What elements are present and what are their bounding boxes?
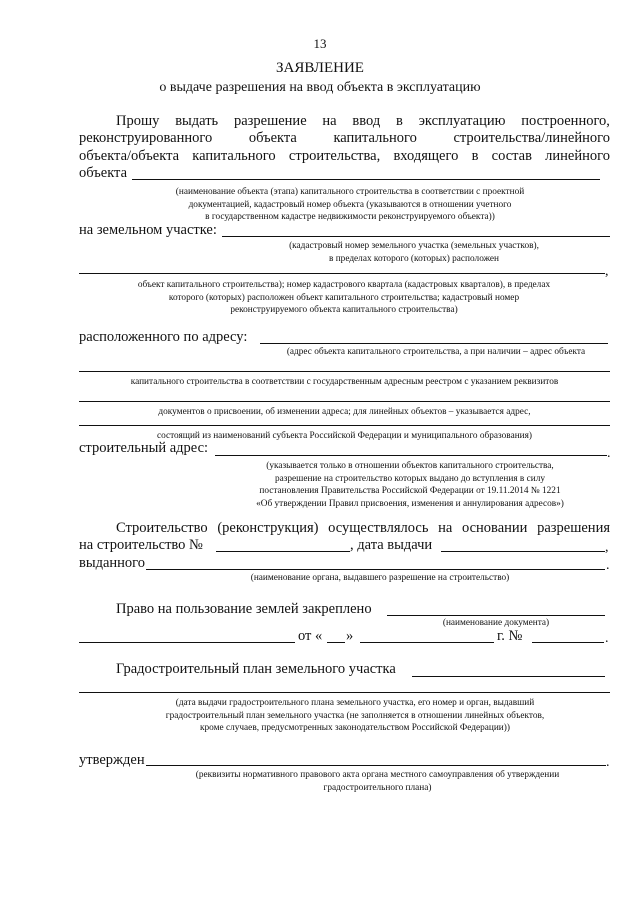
- hint-gpzu: (дата выдачи градостроительного плана земельного участка, его номер и орган, выдавший градостроительный план земельного участка (не заполняется в отношении линейных объектов, кроме случаев, предусмотренных законодательством Российской Федерации)): [165, 698, 545, 733]
- hint-building-address: (указывается только в отношении объектов капитального строительства, разрешение на строительство которых выдано до вступления в силу постановления Правительства Российской Федерации от 19.11.2014 № 1221 «Об утверждении Правил присвоения, изменения и аннулирования адресов»): [256, 461, 564, 509]
- building-address-label: строительный адрес:: [79, 440, 209, 456]
- intro-word: выдать: [175, 113, 219, 129]
- located-at-address-field[interactable]: [260, 343, 608, 344]
- intro-word: эксплуатацию: [418, 113, 506, 129]
- year-number-label: г. №: [497, 628, 523, 644]
- period: .: [606, 558, 610, 573]
- intro-word: разрешение: [233, 113, 307, 129]
- intro-word: построенного,: [521, 113, 610, 129]
- document-number-field[interactable]: [532, 642, 604, 643]
- hint-land-cadastral: (кадастровый номер земельного участка (земельных участков), в пределах которого (которых) расположен: [289, 241, 539, 264]
- intro-word: линейного: [545, 148, 610, 164]
- intro-word: входящего: [393, 148, 459, 164]
- approved-label: утвержден: [79, 752, 145, 768]
- issued-by-label: выданного: [79, 555, 146, 571]
- quote-close: »: [346, 628, 354, 644]
- permit-number-label: на строительство №: [79, 537, 203, 553]
- intro-line-3: [79, 148, 610, 165]
- land-location-field[interactable]: [79, 273, 605, 274]
- intro-word: строительства,: [288, 148, 381, 164]
- intro-word: капитального: [333, 130, 417, 146]
- period: .: [607, 446, 611, 461]
- intro-word: капитального: [192, 148, 276, 164]
- object-label: объекта: [79, 165, 128, 181]
- document-prefix-field[interactable]: [79, 642, 295, 643]
- intro-word: реконструированного: [79, 130, 213, 146]
- from-label: от «: [298, 628, 323, 644]
- basis-word: осуществлялось: [328, 520, 429, 536]
- hint-address-1: (адрес объекта капитального строительства, а при наличии – адрес объекта: [286, 347, 586, 357]
- gpzu-field-2[interactable]: [79, 692, 610, 693]
- address-line-2[interactable]: [79, 371, 610, 372]
- address-line-4[interactable]: [79, 425, 610, 426]
- page-number: 13: [313, 36, 327, 51]
- issue-date-field[interactable]: [441, 551, 605, 552]
- land-right-label: Право на пользование землей закреплено: [116, 601, 372, 617]
- comma: ,: [605, 540, 609, 555]
- hint-address-4: состоящий из наименований субъекта Российской Федерации и муниципального образования): [156, 431, 533, 441]
- period: .: [605, 631, 609, 646]
- intro-word: в: [471, 148, 479, 164]
- land-plot-label: на земельном участке:: [79, 222, 217, 238]
- basis-word: (реконструкция): [217, 520, 319, 536]
- object-name-field[interactable]: [132, 179, 600, 180]
- intro-line-2: [79, 130, 610, 147]
- document-title: ЗАЯВЛЕНИЕ: [276, 60, 364, 76]
- document-month-field[interactable]: [360, 642, 494, 643]
- land-right-document-field[interactable]: [387, 615, 605, 616]
- intro-word: на: [322, 113, 337, 129]
- hint-document-name: (наименование документа): [442, 618, 550, 628]
- document-day-field[interactable]: [327, 642, 345, 643]
- basis-word: на: [438, 520, 453, 536]
- address-line-3[interactable]: [79, 401, 610, 402]
- issued-by-field[interactable]: [146, 569, 605, 570]
- basis-word: основании: [462, 520, 528, 536]
- document-subtitle: о выдаче разрешения на ввод объекта в эксплуатацию: [159, 80, 481, 95]
- gpzu-field-1[interactable]: [412, 676, 605, 677]
- gpzu-label: Градостроительный план земельного участка: [116, 661, 396, 677]
- hint-approval: (реквизиты нормативного правового акта органа местного самоуправления об утверждении градостроительного плана): [195, 770, 560, 793]
- located-at-address-label: расположенного по адресу:: [79, 329, 248, 345]
- construction-basis-line: [116, 520, 610, 537]
- intro-word: Прошу: [116, 113, 160, 129]
- intro-word: объекта/объекта: [79, 148, 180, 164]
- basis-word: Строительство: [116, 520, 208, 536]
- hint-address-3: документов о присвоении, об изменении адреса; для линейных объектов – указывается адрес,: [158, 407, 531, 417]
- intro-word: строительства/линейного: [453, 130, 610, 146]
- hint-object-location: объект капитального строительства); номер кадастрового квартала (кадастровых кварталов), в пределах которого (которых) расположен объект капитального строительства; кадастровый номер реконструируемого объекта капитального строительства): [137, 280, 551, 315]
- intro-word: объекта: [248, 130, 297, 146]
- issue-date-label: , дата выдачи: [350, 537, 433, 553]
- permit-number-field[interactable]: [216, 551, 350, 552]
- hint-address-2: капитального строительства в соответствии с государственным адресным реестром с указанием реквизитов: [130, 377, 559, 387]
- building-address-field[interactable]: [215, 455, 607, 456]
- land-plot-field[interactable]: [222, 236, 610, 237]
- hint-permit-organ: (наименование органа, выдавшего разрешение на строительство): [250, 573, 510, 583]
- basis-word: разрешения: [537, 520, 610, 536]
- hint-object-name: (наименование объекта (этапа) капитального строительства в соответствии с проектной документацией, кадастровый номер объекта (указываются в отношении учетного в государственном кадастре недвижимости реконструируемого объекта)): [175, 187, 525, 222]
- approved-field[interactable]: [146, 765, 606, 766]
- comma: ,: [605, 264, 609, 279]
- period: .: [606, 755, 610, 770]
- intro-word: в: [396, 113, 403, 129]
- intro-word: состав: [491, 148, 532, 164]
- intro-word: ввод: [352, 113, 381, 129]
- intro-line-1: [116, 113, 610, 130]
